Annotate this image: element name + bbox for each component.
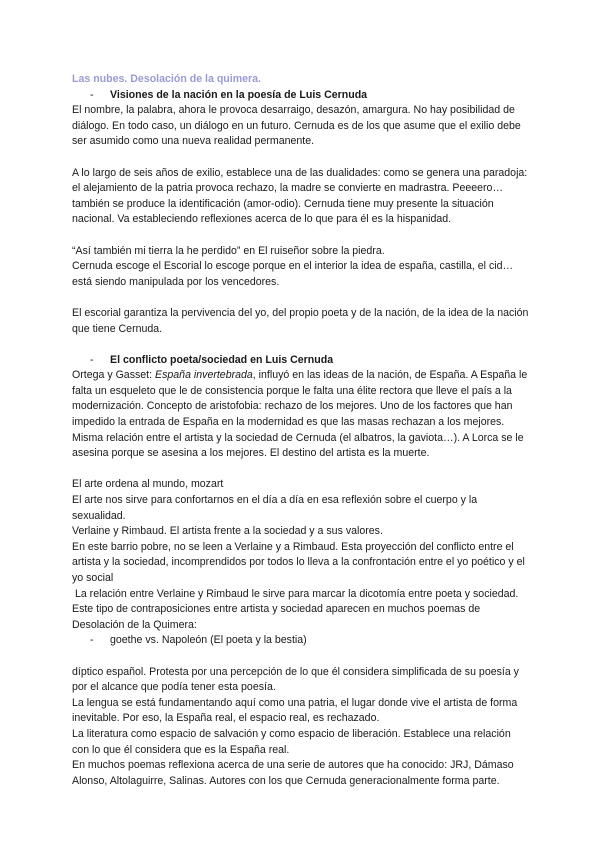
paragraph: El escorial garantiza la pervivencia del yo, del propio poeta y de la nación, de la idea de la nación que tiene Cernuda. (72, 306, 529, 335)
paragraph: La literatura como espacio de salvación y como espacio de liberación. Establece una relación con lo que él considera que es la España real. (72, 727, 511, 756)
section-heading-text: El conflicto poeta/sociedad en Luis Cernuda (110, 353, 334, 366)
text-run: , influyó en las ideas de la nación, de España. A España le falta un esqueleto que le de consistencia porque le falta una élite rectora que lleve el país a la modernización. Concepto de aristofobia: rechazo de los mejores. Uno de los factores que han impedido la entrada de España en la modernidad es que las masas rechazan a los mejores. Misma relación entre el artista y la sociedad de Cernuda (el albatros, la gaviota…). A Lorca se le asesina porque se asesina a los mejores. El destino del artista es la muerte. (72, 369, 528, 460)
paragraph: A lo largo de seis años de exilio, establece una de las dualidades: como se genera una paradoja: el alejamiento de la patria provoca rechazo, la madre se convierte en madrastra. Peeeero… también se produce la identificación (amor-odio). Cernuda tiene muy presente la situación nacional. Va estableciendo reflexiones acerca de lo que para él es la hispanidad. (72, 166, 528, 226)
paragraph: La lengua se está fundamentando aquí como una patria, el lugar donde vive el artista de forma inevitable. Por eso, la España real, el espacio real, es rechazado. (72, 696, 518, 725)
paragraph: En muchos poemas reflexiona acerca de una serie de autores que ha conocido: JRJ, Dámaso Alonso, Altolaguirre, Salinas. Autores con los que Cernuda generacionalmente forma parte. (72, 759, 514, 787)
paragraph: “Así también mi tierra la he perdido” en El ruiseñor sobre la piedra. (72, 244, 385, 257)
list-item (72, 633, 530, 649)
paragraph: El arte ordena al mundo, mozart (72, 478, 224, 491)
paragraph: Verlaine y Rimbaud. El artista frente a la sociedad y a sus valores. (72, 525, 383, 538)
paragraph: El arte nos sirve para confortarnos en el día a día en esa reflexión sobre el cuerpo y la sexualidad. (72, 494, 478, 522)
bullet-dash: - (90, 88, 94, 101)
list-item-text: goethe vs. Napoleón (El poeta y la bestia) (110, 634, 307, 647)
paragraph: Cernuda escoge el Escorial lo escoge porque en el interior la idea de españa, castilla, el cid… está siendo manipulada por los vencedores. (72, 260, 514, 288)
section-heading-text: Visiones de la nación en la poesía de Luis Cernuda (110, 88, 368, 101)
section-heading-visiones (72, 88, 530, 104)
paragraph: La relación entre Verlaine y Rimbaud le sirve para marcar la dicotomía entre poeta y sociedad. Este tipo de contraposiciones entre artista y sociedad aparecen en muchos poemas de Desolación de la Quimera: (72, 587, 522, 631)
section-heading-conflicto (72, 353, 530, 369)
bullet-dash: - (90, 634, 94, 647)
paragraph: En este barrio pobre, no se leen a Verlaine y a Rimbaud. Esta proyección del conflicto entre el artista y la sociedad, incomprendidos por todos lo lleva a la confrontación entre el yo poético y el yo social (72, 540, 525, 584)
paragraph: díptico español. Protesta por una percepción de lo que él considera simplificada de su poesía y por el alcance que podía tener esta poesía. (72, 665, 519, 694)
text-run: Ortega y Gasset: (72, 369, 156, 382)
book-title: España invertebrada (155, 369, 253, 382)
paragraph: El nombre, la palabra, ahora le provoca desarraigo, desazón, amargura. No hay posibilidad de diálogo. En todo caso, un diálogo en un futuro. Cernuda es de los que asume que el exilio debe ser asumido como una nueva realidad permanente. (72, 104, 521, 148)
paragraph (72, 368, 530, 462)
document-title: Las nubes. Desolación de la quimera. (72, 73, 261, 85)
bullet-dash: - (90, 353, 94, 366)
